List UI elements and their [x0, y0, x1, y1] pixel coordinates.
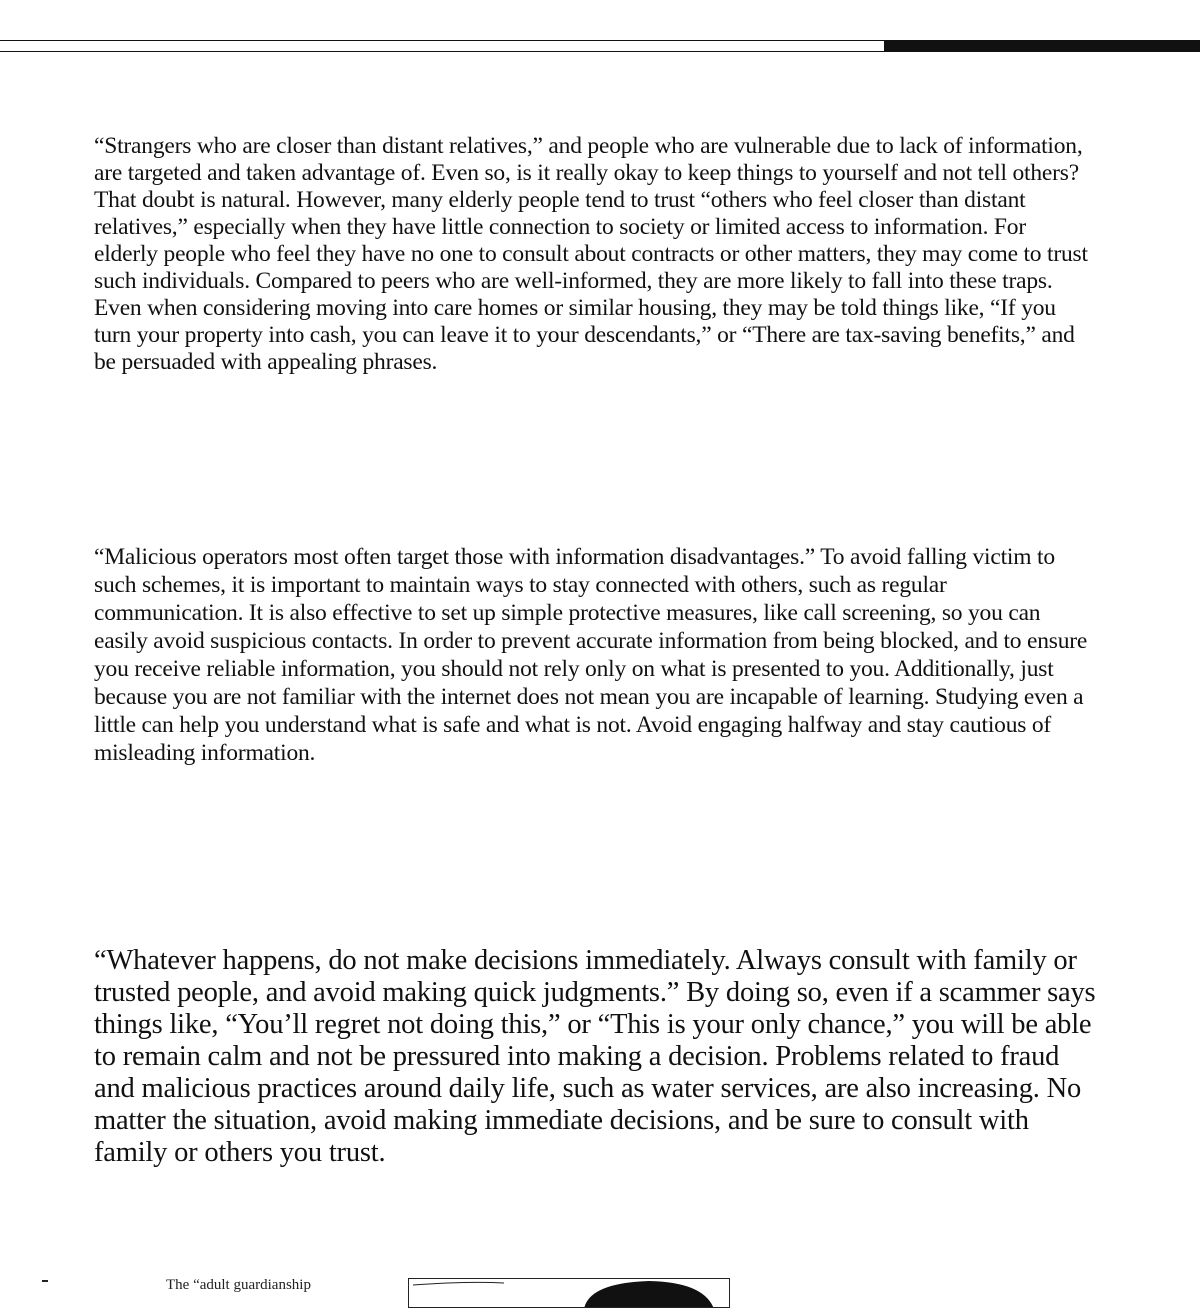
footer-caption: The “adult guardianship [166, 1277, 311, 1293]
footer-illustration [408, 1278, 730, 1308]
header-rule-thick [884, 40, 1200, 52]
footer-bullet [42, 1280, 48, 1282]
paragraph-malicious-operators: “Malicious operators most often target those with information disadvantages.” To avoid falling victim to such schemes, it is important to maintain ways to stay connected with others, such as regular communication. It is also effective to set up simple protective measures, like call screening, so you can easily avoid suspicious contacts. In order to prevent accurate information from being blocked, and to ensure you receive reliable information, you should not rely only on what is presented to you. Additionally, just because you are not familiar with the internet does not mean you are incapable of learning. Studying even a little can help you understand what is safe and what is not. Avoid engaging halfway and stay cautious of misleading information. [94, 544, 1088, 766]
paragraph-strangers: “Strangers who are closer than distant relatives,” and people who are vulnerable due to lack of information, are targeted and taken advantage of. Even so, is it really okay to keep things to yourself and not tell others? That doubt is natural. However, many elderly people tend to trust “others who feel closer than distant relatives,” especially when they have little connection to society or limited access to information. For elderly people who feel they have no one to consult about contracts or other matters, they may come to trust such individuals. Compared to peers who are well-informed, they are more likely to fall into these traps. Even when considering moving into care homes or similar housing, they may be told things like, “If you turn your property into cash, you can leave it to your descendants,” or “There are tax-saving benefits,” and be persuaded with appealing phrases. [94, 133, 1088, 375]
header-rule-thin [0, 40, 884, 52]
paragraph-decisions: “Whatever happens, do not make decisions immediately. Always consult with family or trusted people, and avoid making quick judgments.” By doing so, even if a scammer says things like, “You’ll regret not doing this,” or “This is your only chance,” you will be able to remain calm and not be pressured into making a decision. Problems related to fraud and malicious practices around daily life, such as water services, are also increasing. No matter the situation, avoid making immediate decisions, and be sure to consult with family or others you trust. [94, 945, 1096, 1168]
